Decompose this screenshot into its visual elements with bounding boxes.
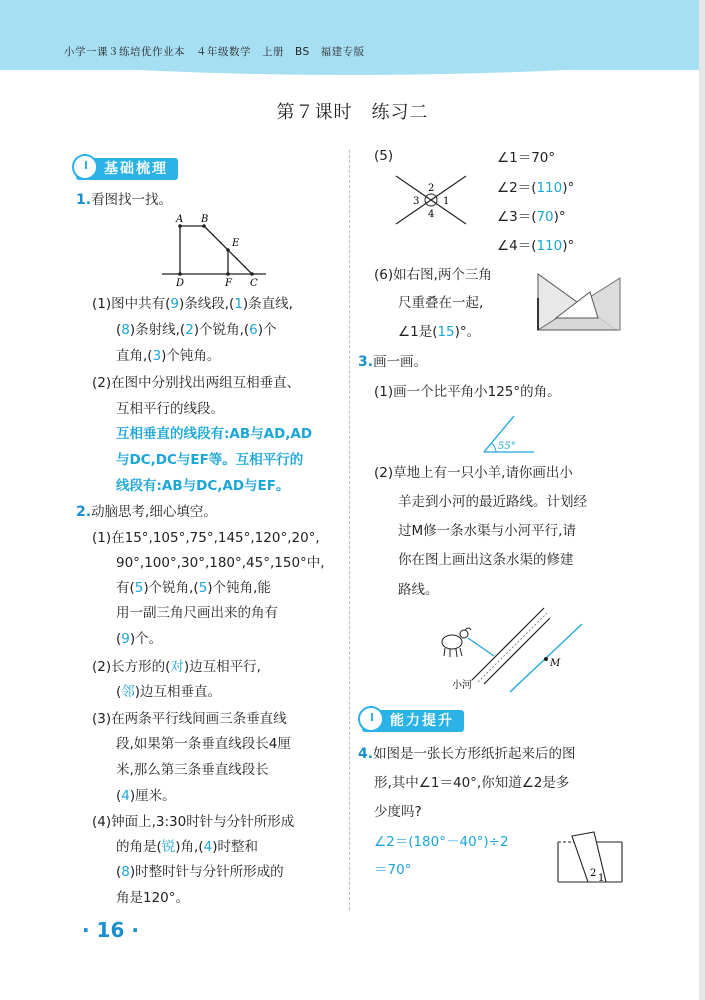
q3-part2-line5: 路线。 [398,582,439,598]
section-badge-basic: 基础梳理 [76,158,178,180]
q1-part1-line1: (1)图中共有(9)条线段,(1)条直线, [92,296,293,312]
svg-text:4: 4 [428,209,435,220]
q5-label: (5) [374,148,394,164]
q2-part4-line2: 的角是(锐)角,(4)时整和 [116,839,258,855]
q1-part1-line2: (8)条射线,(2)个锐角,(6)个 [116,322,277,338]
q2-part3-line3: 米,那么第三条垂直线段长 [116,762,269,778]
svg-text:1: 1 [443,196,450,207]
q4-line1: 4.如图是一张长方形纸折起来后的图 [358,746,576,762]
q3-part2-line3: 过M修一条水渠与小河平行,请 [398,523,576,539]
angle1-value: ∠1＝70° [497,150,556,166]
q1-answer-line3: 线段有:AB与DC,AD与EF。 [116,478,290,494]
q1-part2-line1: (2)在图中分别找出两组互相垂直、 [92,375,301,391]
svg-text:2: 2 [590,868,597,879]
q2-part2-line2: (邻)边互相垂直。 [116,684,222,700]
q2-part4-line3: (8)时整时针与分针所形成的 [116,864,284,880]
q2-part3-line1: (3)在两条平行线间画三条垂直线 [92,711,287,727]
svg-text:B: B [201,214,209,225]
q3-part2-line2: 羊走到小河的最近路线。计划经 [398,494,587,510]
svg-text:3: 3 [413,196,420,207]
page-edge [699,0,705,1000]
crossing-lines-figure [392,172,470,228]
q6-line2: 尺重叠在一起, [398,295,484,311]
q3-heading: 3.画一画。 [358,354,428,370]
book-title: 小学一课３练培优作业本 ４年级数学 上册 BS 福建专版 [64,46,365,58]
q2-part4-line1: (4)钟面上,3:30时针与分针所形成 [92,814,295,830]
q1-answer-line2: 与DC,DC与EF等。互相平行的 [116,452,304,468]
q6-line1: (6)如右图,两个三角 [374,267,492,283]
q6-line3: ∠1是(15)°。 [398,324,481,340]
q2-part2-line1: (2)长方形的(对)边互相平行, [92,659,261,675]
q1-figure [160,212,270,288]
q3-part1: (1)画一个比平角小125°的角。 [374,384,561,400]
q2-part1-line3: 有(5)个锐角,(5)个钝角,能 [116,580,271,596]
q4-answer-line2: ＝70° [374,862,412,878]
q4-line3: 少度吗? [374,804,422,820]
angle3-value: ∠3＝(70)° [497,209,566,225]
svg-text:小河: 小河 [452,680,472,691]
angle-55-figure [470,412,540,456]
q2-part1-line4: 用一副三角尺画出来的角有 [116,605,278,621]
river-figure [432,604,592,694]
clock-icon [358,706,384,732]
q2-part1-line5: (9)个。 [116,631,163,647]
q3-part2-line1: (2)草地上有一只小羊,请你画出小 [374,465,573,481]
svg-text:55°: 55° [498,441,516,452]
q1-heading: 1.看图找一找。 [76,192,173,208]
q2-part4-line4: 角是120°。 [116,890,190,906]
angle4-value: ∠4＝(110)° [497,238,575,254]
svg-text:D: D [176,278,185,288]
q2-part1-line2: 90°,100°,30°,180°,45°,150°中, [116,555,325,571]
column-divider [349,150,350,910]
svg-text:M: M [550,658,561,669]
q3-part2-line4: 你在图上画出这条水渠的修建 [398,552,574,568]
section-badge-advanced: 能力提升 [362,710,464,732]
folded-paper-figure [552,830,628,886]
svg-text:A: A [176,214,184,225]
set-squares-figure [532,268,622,334]
q2-part3-line2: 段,如果第一条垂直线段长4厘 [116,736,291,752]
svg-text:2: 2 [428,183,435,194]
q2-part1-line1: (1)在15°,105°,75°,145°,120°,20°, [92,530,320,546]
q4-line2: 形,其中∠1＝40°,你知道∠2是多 [374,775,570,791]
q4-answer-line1: ∠2＝(180°－40°)÷2 [374,834,509,850]
q1-part2-line2: 互相平行的线段。 [116,401,224,417]
page-number: · 16 · [82,918,139,942]
svg-text:1: 1 [598,873,605,884]
svg-text:F: F [225,278,232,288]
q1-answer-line1: 互相垂直的线段有:AB与AD,AD [116,426,313,442]
goat-icon [442,628,471,657]
svg-text:E: E [232,238,240,249]
svg-text:C: C [250,278,258,288]
lesson-title: 第７课时 练习二 [276,102,429,123]
q1-part1-line3: 直角,(3)个钝角。 [116,348,221,364]
angle2-value: ∠2＝(110)° [497,180,575,196]
clock-icon [72,154,98,180]
q2-heading: 2.动脑思考,细心填空。 [76,504,217,520]
q2-part3-line4: (4)厘米。 [116,788,176,804]
